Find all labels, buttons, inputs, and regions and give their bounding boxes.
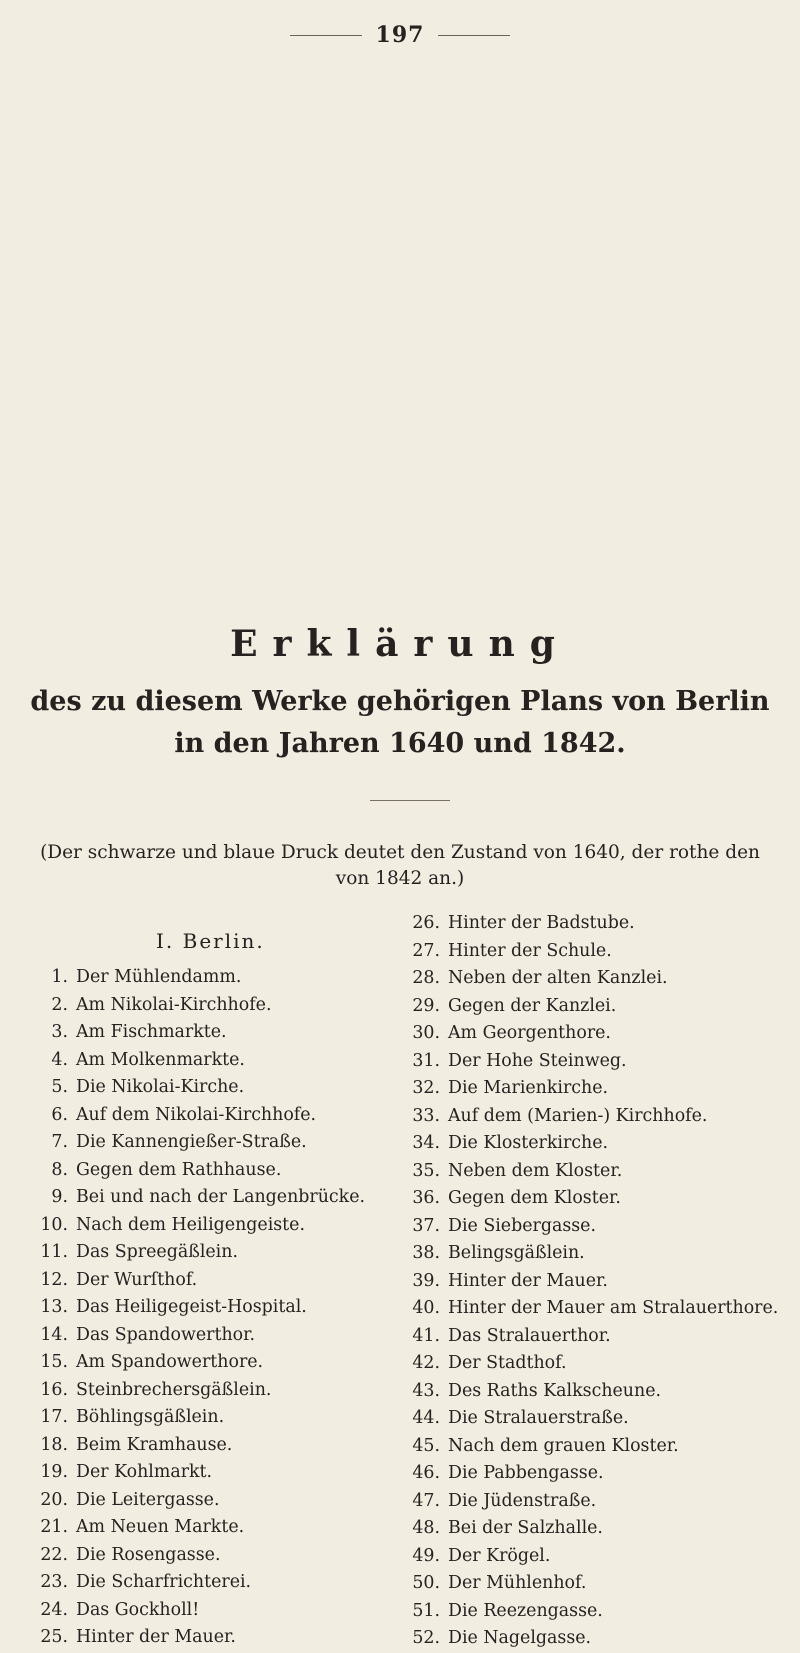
list-item [28,1047,398,1075]
item-text: Hinter der Mauer am Stralauerthore. [448,1298,779,1318]
list-item [406,1598,800,1626]
right-column [406,910,800,1653]
item-number: 31. [412,1050,440,1071]
item-text: Am Nikolai-Kirchhofe. [76,994,272,1015]
item-number: 19. [40,1462,68,1482]
page-header [0,22,800,48]
item-number: 9. [51,1187,68,1207]
item-text: Das Spandowerthor. [76,1324,256,1345]
item-text: Nach dem grauen Kloster. [448,1435,679,1456]
header-rule-left [290,35,362,36]
list-item [406,1350,800,1378]
item-text: Am Spandowerthore. [76,1352,264,1372]
list-item [28,1459,398,1487]
list-item [406,1213,800,1241]
item-text: Die Klosterkirche. [448,1133,609,1153]
item-text: Der Krögel. [448,1545,551,1566]
list-item [28,1432,398,1460]
item-number: 16. [40,1379,68,1400]
note-line-1: (Der schwarze und blaue Druck deutet den Zustand von 1640, der rothe den [40,842,760,863]
list-item [28,1322,398,1350]
list-item [406,1130,800,1158]
item-text: Auf dem (Marien-) Kirchhofe. [448,1105,708,1126]
item-number: 46. [412,1463,440,1483]
item-text: Das Stralauerthor. [448,1325,611,1346]
item-number: 35. [412,1160,440,1181]
item-number: 14. [40,1324,68,1345]
list-item [28,1074,398,1102]
item-number: 5. [51,1077,68,1097]
item-number: 1. [51,967,68,987]
list-item [406,1185,800,1213]
item-number: 30. [412,1023,440,1043]
item-number: 11. [40,1242,68,1262]
item-text: Die Jüdenstraße. [448,1490,597,1511]
item-text: Die Stralauerstraße. [448,1408,629,1428]
item-text: Auf dem Nikolai-Kirchhofe. [76,1104,317,1125]
item-text: Bei und nach der Langenbrücke. [76,1187,366,1207]
list-item [406,910,800,938]
list-item [406,1570,800,1598]
item-text: Die Leitergasse. [76,1489,220,1510]
item-text: Die Nagelgasse. [448,1628,592,1648]
item-text: Beim Kramhause. [76,1434,233,1455]
item-number: 17. [40,1407,68,1427]
item-number: 7. [51,1132,68,1152]
item-text: Die Scharfrichterei. [76,1572,252,1592]
item-number: 45. [412,1435,440,1456]
item-text: Gegen der Kanzlei. [448,995,617,1016]
item-number: 10. [40,1214,68,1235]
item-text: Am Georgenthore. [448,1023,611,1043]
item-number: 38. [412,1243,440,1263]
item-number: 41. [412,1325,440,1346]
item-text: Der Mühlendamm. [76,967,242,987]
list-item [406,1460,800,1488]
item-text: Nach dem Heiligengeiste. [76,1214,305,1235]
list-item [406,1323,800,1351]
list-item [406,1433,800,1461]
list-item [28,1019,398,1047]
item-text: Die Marienkirche. [448,1078,609,1098]
item-number: 24. [40,1599,68,1620]
item-text: Am Molkenmarkte. [76,1049,245,1070]
item-text: Bei der Salzhalle. [448,1518,603,1538]
item-text: Böhlingsgäßlein. [76,1407,225,1427]
list-item [28,1212,398,1240]
item-number: 27. [412,940,440,961]
item-number: 42. [412,1353,440,1373]
list-item [406,1543,800,1571]
item-number: 22. [40,1544,68,1565]
item-number: 44. [412,1408,440,1428]
subtitle-line-2: in den Jahren 1640 und 1842. [174,728,626,759]
item-number: 23. [40,1572,68,1592]
list-item [406,1268,800,1296]
item-text: Hinter der Mauer. [76,1627,236,1647]
item-text: Der Hohe Steinweg. [448,1050,627,1071]
page-number: 197 [375,22,425,48]
item-number: 48. [412,1518,440,1538]
item-text: Die Kannengießer-Straße. [76,1132,307,1152]
list-item [28,1597,398,1625]
list-item [28,1349,398,1377]
item-text: Die Reezengasse. [448,1600,603,1621]
item-text: Hinter der Badstube. [448,913,635,933]
item-number: 37. [412,1215,440,1236]
list-item [406,1515,800,1543]
item-text: Hinter der Schule. [448,940,612,961]
page-title: Erklärung [230,623,570,665]
item-number: 2. [51,994,68,1015]
list-item [28,1542,398,1570]
list-item [28,1404,398,1432]
item-text: Der Stadthof. [448,1353,567,1373]
item-number: 40. [412,1298,440,1318]
list-item [28,1157,398,1185]
item-number: 49. [412,1545,440,1566]
item-text: Die Pabbengasse. [448,1463,604,1483]
item-text: Gegen dem Kloster. [448,1188,621,1208]
item-number: 28. [412,968,440,988]
item-text: Steinbrechersgäßlein. [76,1379,272,1400]
item-number: 26. [412,913,440,933]
list-item [406,1625,800,1653]
item-number: 32. [412,1078,440,1098]
item-text: Der Wurſthof. [76,1269,198,1290]
subtitle-line-1: des zu diesem Werke gehörigen Plans von Berlin [30,686,770,717]
item-number: 13. [40,1297,68,1317]
list-item [406,1075,800,1103]
list-item [28,1267,398,1295]
right-item-list [406,910,800,1653]
item-text: Der Mühlenhof. [448,1573,587,1593]
item-number: 43. [412,1380,440,1401]
list-item [28,1377,398,1405]
list-item [406,1103,800,1131]
list-item [28,964,398,992]
list-item [406,1295,800,1323]
list-item [406,1378,800,1406]
list-item [28,1487,398,1515]
list-item [28,1514,398,1542]
item-number: 12. [40,1269,68,1290]
item-text: Belingsgäßlein. [448,1243,585,1263]
item-text: Neben der alten Kanzlei. [448,968,668,988]
list-item [406,938,800,966]
item-number: 29. [412,995,440,1016]
item-text: Der Kohlmarkt. [76,1462,213,1482]
item-text: Gegen dem Rathhause. [76,1159,282,1180]
item-number: 3. [51,1022,68,1042]
list-item [406,1158,800,1186]
item-text: Die Siebergasse. [448,1215,596,1236]
item-text: Das Heiligegeist-Hospital. [76,1297,307,1317]
item-number: 25. [40,1627,68,1647]
item-number: 52. [412,1628,440,1648]
item-number: 51. [412,1600,440,1621]
list-item [28,1184,398,1212]
list-item [28,1569,398,1597]
list-item [406,1405,800,1433]
item-number: 8. [51,1159,68,1180]
item-number: 6. [51,1104,68,1125]
item-number: 15. [40,1352,68,1372]
list-item [28,1102,398,1130]
list-item [406,1048,800,1076]
item-number: 21. [40,1517,68,1537]
header-rule-right [438,35,510,36]
item-text: Das Gockholl! [76,1599,200,1620]
item-text: Des Raths Kalkscheune. [448,1380,662,1401]
section-divider [370,800,450,801]
item-number: 50. [412,1573,440,1593]
item-number: 39. [412,1270,440,1291]
item-number: 18. [40,1434,68,1455]
list-item [28,1624,398,1652]
left-column [28,918,398,1652]
list-item [406,1488,800,1516]
list-item [28,1129,398,1157]
list-item [28,1294,398,1322]
list-item [406,1020,800,1048]
list-item [28,1239,398,1267]
item-text: Neben dem Kloster. [448,1160,623,1181]
item-text: Das Spreegäßlein. [76,1242,238,1262]
item-number: 33. [412,1105,440,1126]
list-item [28,992,398,1020]
item-text: Am Fischmarkte. [76,1022,227,1042]
item-text: Die Rosengasse. [76,1544,221,1565]
list-item [406,965,800,993]
item-number: 34. [412,1133,440,1153]
left-item-list [28,964,398,1652]
list-item [406,1240,800,1268]
item-text: Am Neuen Markte. [76,1517,245,1537]
item-text: Die Nikolai-Kirche. [76,1077,245,1097]
section-heading: I. Berlin. [156,929,265,953]
item-text: Hinter der Mauer. [448,1270,608,1291]
item-number: 20. [40,1489,68,1510]
item-number: 4. [51,1049,68,1070]
item-number: 47. [412,1490,440,1511]
note-line-2: von 1842 an.) [335,868,465,889]
item-number: 36. [412,1188,440,1208]
list-item [406,993,800,1021]
